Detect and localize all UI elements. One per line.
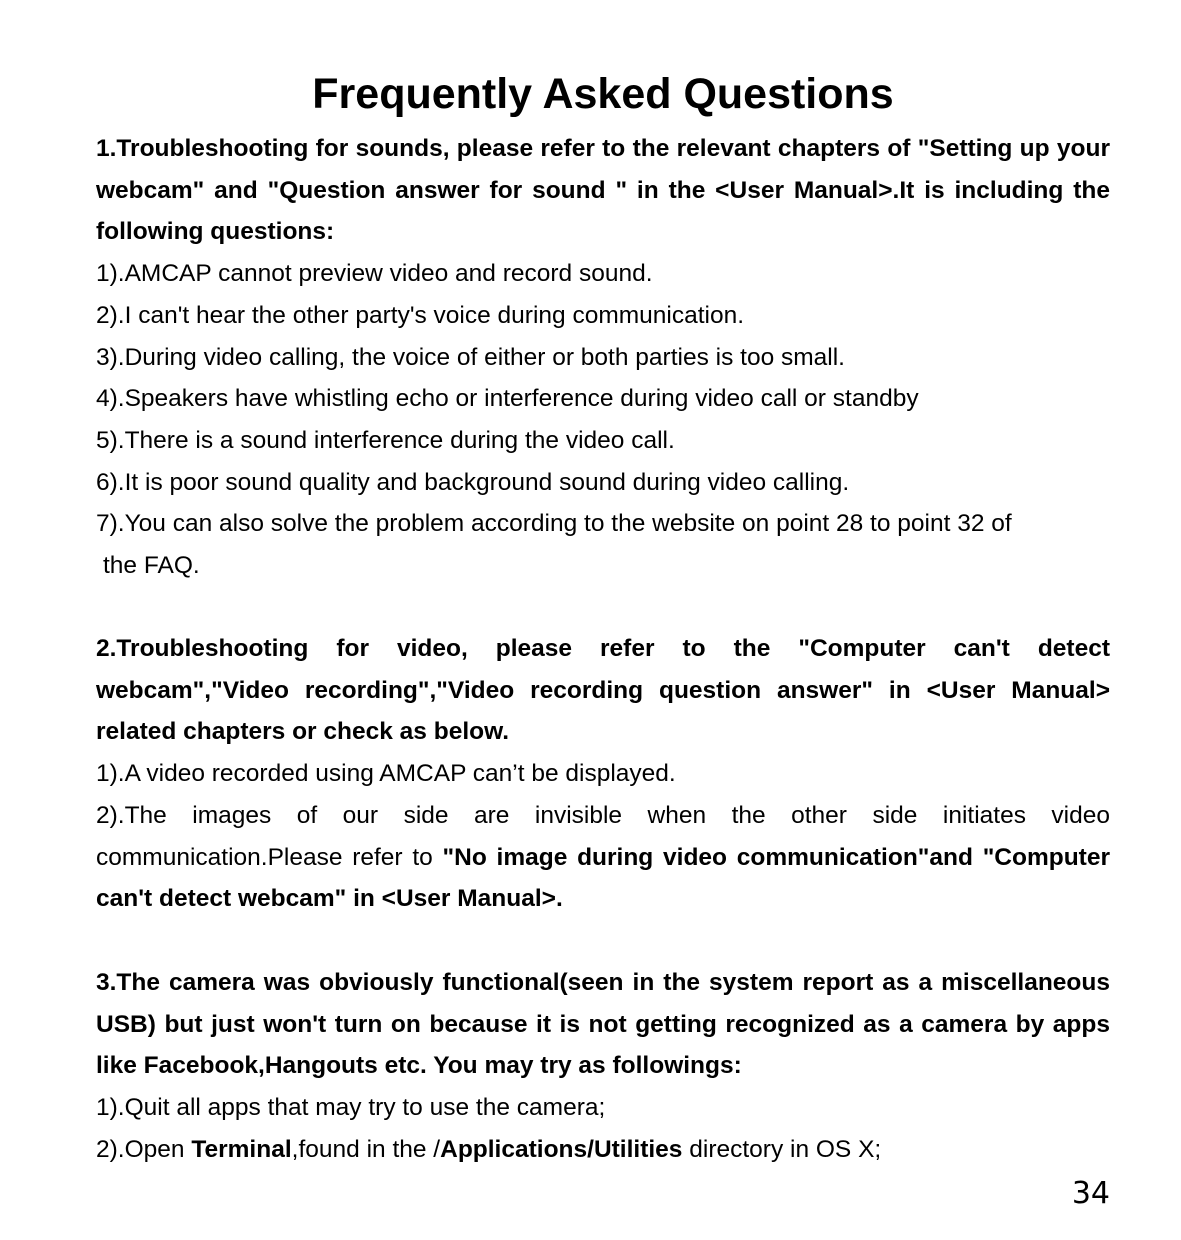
faq-section-video (96, 628, 1110, 920)
list-item: 3).During video calling, the voice of either or both parties is too small. (96, 343, 845, 371)
list-item-line-continued: the FAQ. (103, 552, 200, 580)
list-item: 1).Quit all apps that may try to use the camera; (96, 1094, 606, 1122)
list-item: 6).It is poor sound quality and background sound during video calling. (96, 468, 850, 496)
section-heading: 1.Troubleshooting for sounds, please refer to the relevant chapters of "Setting up your webcam" and "Question answer for sound " in the <User Manual>.It is including the following questions: (96, 135, 1110, 246)
list-item (96, 1129, 1110, 1171)
list-item (96, 503, 1110, 586)
section-heading: 2.Troubleshooting for video, please refer to the "Computer can't detect webcam","Video recording","Video recording question answer" in <User Manual> related chapters or check as below. (96, 635, 1110, 746)
list-item-text: 2).Open (96, 1135, 192, 1163)
section-heading: 3.The camera was obviously functional(seen in the system report as a miscellaneous USB) but just won't turn on because it is not getting recognized as a camera by apps like Facebook,Hangouts etc. You may try as followings: (96, 969, 1110, 1080)
faq-section-sounds (96, 128, 1110, 587)
list-item-text: directory in OS X; (682, 1135, 882, 1163)
list-item-line: 7).You can also solve the problem according to the website on point 28 to point 32 of (96, 510, 1012, 538)
page-title: Frequently Asked Questions (312, 70, 894, 118)
list-item (96, 795, 1110, 920)
faq-section-camera (96, 962, 1110, 1171)
directory-path: Applications/Utilities (440, 1135, 683, 1163)
terminal-label: Terminal (191, 1135, 292, 1163)
list-item: 1).A video recorded using AMCAP can’t be displayed. (96, 760, 676, 788)
list-item-bold-text: "No image during video communication"and "Computer can't detect webcam" in <User Manual>. (96, 843, 1111, 913)
list-item: 2).I can't hear the other party's voice during communication. (96, 301, 745, 329)
list-item: 1).AMCAP cannot preview video and record sound. (96, 260, 653, 288)
list-item: 4).Speakers have whistling echo or interference during video call or standby (96, 385, 919, 413)
list-item-text: 2).The images of our side are invisible when the other side initiates video communication.Please refer to (96, 801, 1110, 871)
list-item: 5).There is a sound interference during the video call. (96, 426, 675, 454)
page-number: 34 (1071, 1176, 1110, 1211)
list-item-text: ,found in the / (291, 1135, 441, 1163)
